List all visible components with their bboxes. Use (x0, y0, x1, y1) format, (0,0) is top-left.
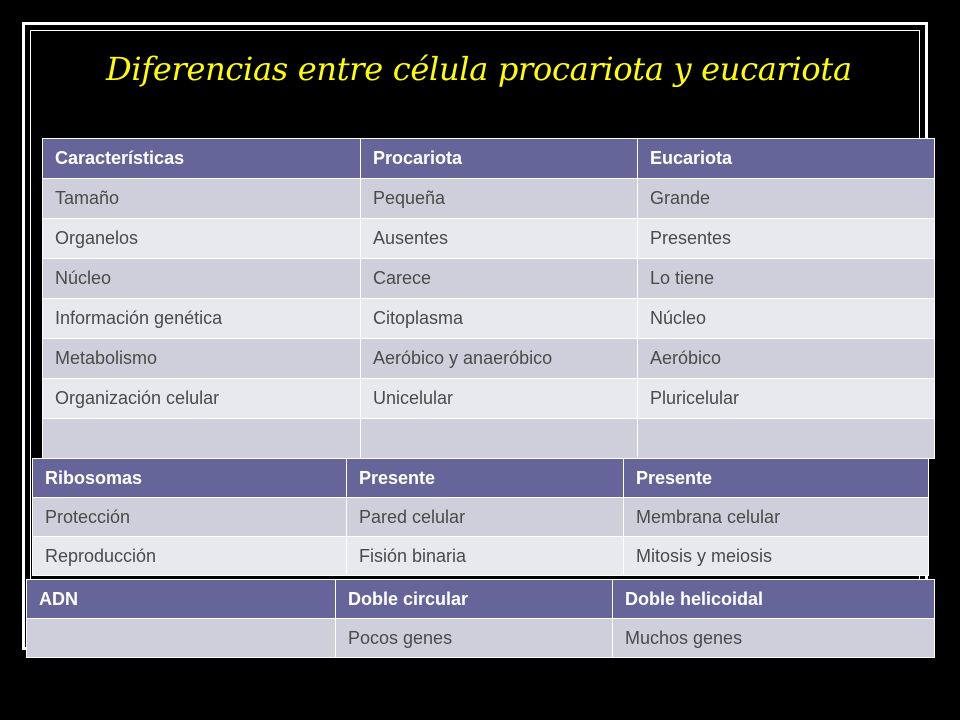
header-cell: Doble circular (336, 580, 613, 619)
table-cell: Información genética (43, 299, 361, 339)
table-cell: Núcleo (638, 299, 935, 339)
table-header-row (27, 580, 935, 619)
table-row (27, 619, 935, 658)
table-row (33, 537, 929, 576)
table-cell: Presentes (638, 219, 935, 259)
table-cell: Muchos genes (613, 619, 935, 658)
table-row (43, 339, 935, 379)
table-row (43, 219, 935, 259)
table-cell: Ausentes (361, 219, 638, 259)
header-cell: Presente (624, 459, 929, 498)
table-row (33, 498, 929, 537)
table-row (43, 379, 935, 419)
table-row (43, 259, 935, 299)
table-cell: Organelos (43, 219, 361, 259)
table-cell: Aeróbico y anaeróbico (361, 339, 638, 379)
table-cell: Unicelular (361, 379, 638, 419)
table-header-row (43, 139, 935, 179)
table-cell: Mitosis y meiosis (624, 537, 929, 576)
header-cell: Procariota (361, 139, 638, 179)
table-cell: Aeróbico (638, 339, 935, 379)
table-cell: Pequeña (361, 179, 638, 219)
table-cell: Protección (33, 498, 347, 537)
table-row-empty (43, 419, 935, 459)
table-cell: Membrana celular (624, 498, 929, 537)
header-cell: Eucariota (638, 139, 935, 179)
slide-title: Diferencias entre célula procariota y eucariota (106, 50, 852, 88)
table-row (43, 299, 935, 339)
header-cell: Presente (347, 459, 624, 498)
table-cell: Grande (638, 179, 935, 219)
table-cell: Lo tiene (638, 259, 935, 299)
table-cell: Tamaño (43, 179, 361, 219)
table-cell (361, 419, 638, 459)
table-cell (43, 419, 361, 459)
header-cell: Características (43, 139, 361, 179)
comparison-table-adn (26, 579, 935, 658)
table-cell: Citoplasma (361, 299, 638, 339)
header-cell: ADN (27, 580, 336, 619)
table-cell: Pluricelular (638, 379, 935, 419)
table-cell (27, 619, 336, 658)
table-cell: Reproducción (33, 537, 347, 576)
header-cell: Doble helicoidal (613, 580, 935, 619)
header-cell: Ribosomas (33, 459, 347, 498)
table-cell: Pared celular (347, 498, 624, 537)
table-header-row (33, 459, 929, 498)
table-cell: Carece (361, 259, 638, 299)
table-cell: Metabolismo (43, 339, 361, 379)
table-cell (638, 419, 935, 459)
table-cell: Pocos genes (336, 619, 613, 658)
comparison-table-ribosomas (32, 458, 929, 576)
table-row (43, 179, 935, 219)
table-cell: Fisión binaria (347, 537, 624, 576)
table-cell: Organización celular (43, 379, 361, 419)
table-cell: Núcleo (43, 259, 361, 299)
comparison-table (42, 138, 935, 459)
